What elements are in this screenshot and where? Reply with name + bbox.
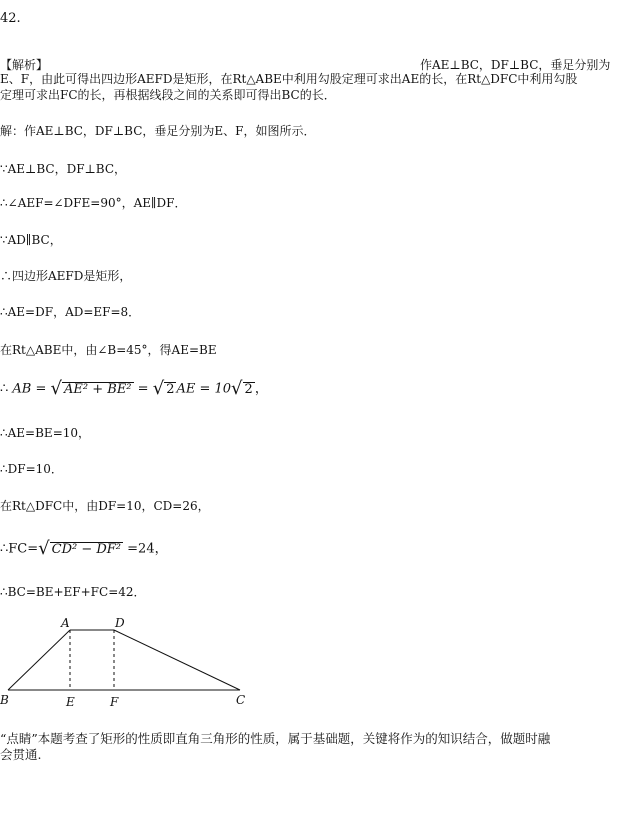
- fc-prefix: ∴FC=: [0, 541, 39, 557]
- analysis-header-right: 作AE⊥BC，DF⊥BC，垂足分别为: [420, 58, 611, 72]
- point-label-e: E: [66, 695, 75, 709]
- solution-step-3: ∴∠AEF=∠DFE=90°，AE∥DF．: [0, 196, 187, 210]
- side-ba: [8, 630, 70, 690]
- fc-sqrt-expression: [38, 540, 123, 558]
- formula-equals: =: [31, 381, 51, 397]
- radical-sign-icon: √: [152, 378, 165, 399]
- radical-sign-icon: √: [231, 378, 243, 399]
- analysis-label: 【解析】: [0, 58, 49, 72]
- answer-value: 42.: [0, 11, 21, 26]
- sqrt-radicand: AE² + BE²: [64, 381, 132, 397]
- formula-mid: AE = 10: [176, 381, 232, 397]
- trapezoid-figure: [0, 610, 250, 710]
- altitude-lines: [70, 630, 114, 690]
- sqrt-result: [231, 380, 255, 398]
- sqrt-coefficient: [153, 380, 177, 398]
- formula-equals-2: =: [133, 381, 153, 397]
- solution-step-13: ∴BC=BE+EF+FC=42．: [0, 585, 146, 599]
- sqrt-expression: [51, 380, 134, 398]
- fc-sqrt-radicand: CD² − DF²: [51, 541, 122, 557]
- point-label-b: B: [0, 693, 9, 707]
- solution-step-1: 解：作AE⊥BC，DF⊥BC，垂足分别为E、F，如图所示．: [0, 124, 316, 138]
- solution-step-7: 在Rt△ABE中，由∠B=45°，得AE=BE: [0, 343, 217, 357]
- key-point-line-2: 会贯通.: [0, 747, 42, 762]
- solution-step-2: ∵AE⊥BC，DF⊥BC，: [0, 162, 127, 176]
- formula-prefix: ∴: [0, 381, 13, 397]
- solution-step-11: 在Rt△DFC中，由DF=10，CD=26，: [0, 499, 210, 513]
- sqrt-result-value: 2: [244, 381, 253, 397]
- formula-lhs: AB: [12, 381, 32, 397]
- point-label-d: D: [115, 616, 125, 630]
- solution-step-9: ∴AE=BE=10，: [0, 426, 91, 440]
- point-label-a: A: [61, 616, 70, 630]
- solution-step-6: ∴AE=DF，AD=EF=8．: [0, 305, 141, 319]
- point-label-f: F: [110, 695, 119, 709]
- analysis-line-2: 定理可求出FC的长，再根据线段之间的关系即可得出BC的长．: [0, 88, 336, 102]
- trapezoid-sides: [8, 630, 240, 690]
- key-point-line-1: “点睛”本题考查了矩形的性质即直角三角形的性质，属于基础题，关键将作为的知识结合，做题时融: [0, 731, 551, 746]
- side-dc: [114, 630, 240, 690]
- radical-sign-icon: √: [38, 538, 50, 559]
- analysis-line-1: E、F，由此可得出四边形AEFD是矩形，在Rt△ABE中利用勾股定理可求出AE的长，在Rt△DFC中利用勾股: [0, 72, 578, 86]
- solution-step-12-formula: [0, 540, 168, 558]
- solution-step-4: ∵AD∥BC，: [0, 233, 62, 247]
- analysis-header: [0, 58, 630, 72]
- formula-tail: ，: [254, 381, 268, 397]
- point-label-c: C: [236, 693, 246, 707]
- radical-sign-icon: √: [50, 378, 63, 399]
- fc-tail: =24，: [123, 541, 168, 557]
- solution-step-5: ∴四边形AEFD是矩形，: [0, 269, 132, 283]
- solution-step-8-formula: [0, 380, 268, 398]
- solution-step-10: ∴DF=10．: [0, 462, 63, 476]
- sqrt-coefficient-value: 2: [166, 381, 175, 397]
